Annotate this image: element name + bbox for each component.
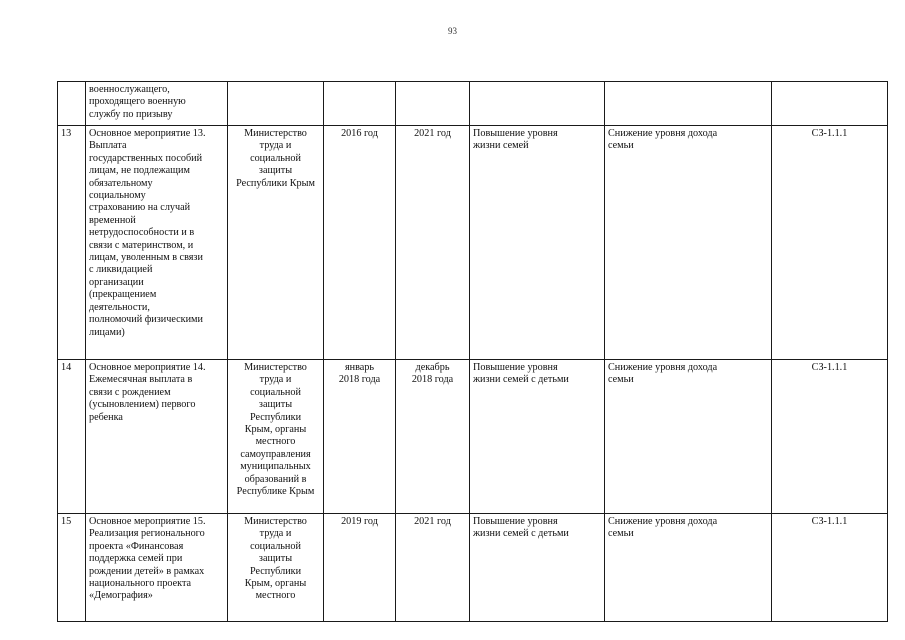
indicator-code-cell: СЗ-1.1.1 — [772, 126, 888, 360]
indicator-cell: Снижение уровня дохода семьи — [605, 360, 772, 514]
indicator-cell: Снижение уровня дохода семьи — [605, 514, 772, 622]
executor-cell: Министерство труда и социальной защиты Республики Крым, органы местного — [228, 514, 324, 622]
table-row — [58, 360, 888, 514]
page-number: 93 — [448, 26, 457, 36]
start-date-cell — [324, 82, 396, 126]
expected-result-cell: Повышение уровня жизни семей — [470, 126, 605, 360]
activity-name-cell: военнослужащего, проходящего военную службу по призыву — [86, 82, 228, 126]
end-date-cell — [396, 82, 470, 126]
indicator-code-cell: СЗ-1.1.1 — [772, 514, 888, 622]
executor-cell — [228, 82, 324, 126]
start-date-cell: 2019 год — [324, 514, 396, 622]
table-row — [58, 514, 888, 622]
row-number-cell: 13 — [58, 126, 86, 360]
indicator-code-cell — [772, 82, 888, 126]
program-activities-table — [57, 81, 888, 622]
executor-cell: Министерство труда и социальной защиты Республики Крым — [228, 126, 324, 360]
expected-result-cell — [470, 82, 605, 126]
activity-name-cell: Основное мероприятие 14. Ежемесячная выплата в связи с рождением (усыновлением) первого ребенка — [86, 360, 228, 514]
activity-name-cell: Основное мероприятие 13. Выплата государственных пособий лицам, не подлежащим обязательному социальному страхованию на случай временной нетрудоспособности и в связи с материнством, и лицам, уволенным в связи с ликвидацией организации (прекращением деятельности, полномочий физическими лицами) — [86, 126, 228, 360]
start-date-cell: январь 2018 года — [324, 360, 396, 514]
row-number-cell: 14 — [58, 360, 86, 514]
executor-cell: Министерство труда и социальной защиты Республики Крым, органы местного самоуправления муниципальных образований в Республике Крым — [228, 360, 324, 514]
expected-result-cell: Повышение уровня жизни семей с детьми — [470, 360, 605, 514]
activity-name-cell: Основное мероприятие 15. Реализация регионального проекта «Финансовая поддержка семей при рождении детей» в рамках национального проекта «Демография» — [86, 514, 228, 622]
indicator-cell — [605, 82, 772, 126]
end-date-cell: декабрь 2018 года — [396, 360, 470, 514]
indicator-cell: Снижение уровня дохода семьи — [605, 126, 772, 360]
end-date-cell: 2021 год — [396, 514, 470, 622]
row-number-cell: 15 — [58, 514, 86, 622]
indicator-code-cell: СЗ-1.1.1 — [772, 360, 888, 514]
table-row — [58, 82, 888, 126]
table-row — [58, 126, 888, 360]
expected-result-cell: Повышение уровня жизни семей с детьми — [470, 514, 605, 622]
end-date-cell: 2021 год — [396, 126, 470, 360]
start-date-cell: 2016 год — [324, 126, 396, 360]
row-number-cell — [58, 82, 86, 126]
